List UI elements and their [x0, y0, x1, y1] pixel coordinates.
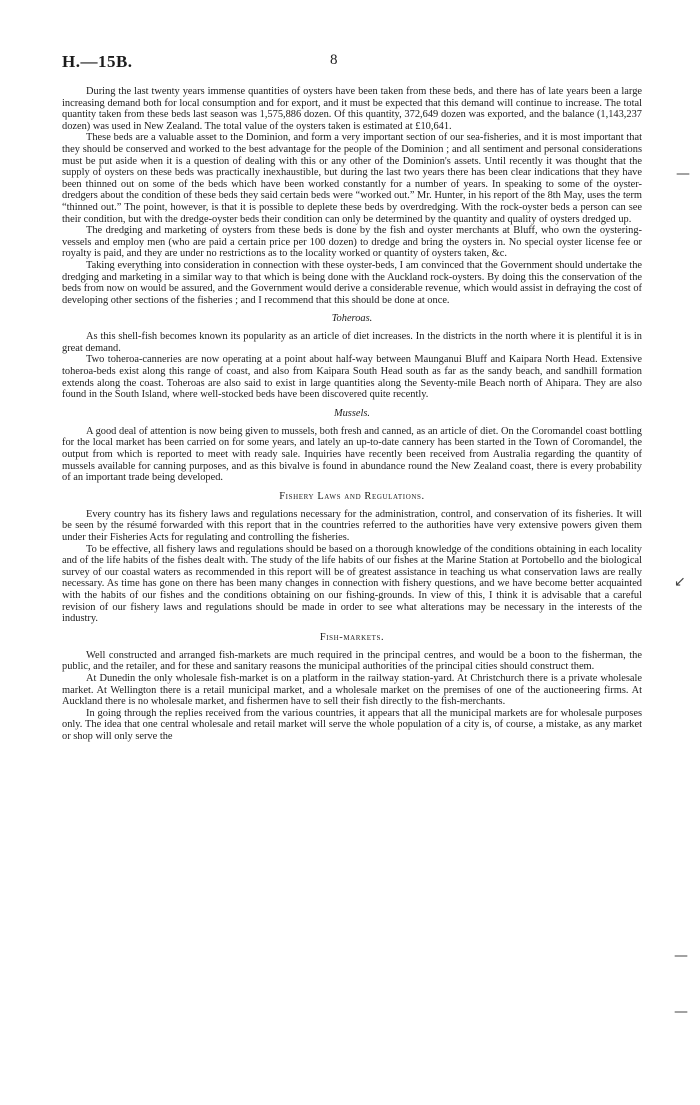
margin-mark-icon: —	[676, 166, 690, 182]
paragraph: At Dunedin the only wholesale fish-market is on a platform in the railway station-yard. At Christchurch there is a private wholesale market. At Wellington there is a retail municipal market, and a wholesale market on the premises of one of the auctioneering firms. At Auckland there is no wholesale market, and fishermen have to sell their fish directly to the fish-merchants.	[62, 672, 642, 708]
paragraph: Taking everything into consideration in connection with these oyster-beds, I am convinced that the Government should undertake the dredging and marketing in a similar way to that which is being done with the Auckland rock-oysters. By doing this the conservation of the beds from now on would be assured, and the Government would derive a considerable revenue, which would assist in defraying the cost of developing other sections of the fisheries ; and I recommend that this should be done at once.	[62, 259, 642, 306]
page-number: 8	[330, 52, 338, 68]
section-heading-fish-markets: Fish-markets.	[319, 631, 385, 643]
section-heading-toheroas: Toheroas.	[331, 313, 373, 325]
paragraph: Two toheroa-canneries are now operating at a point about half-way between Maunganui Bluff and Kaipara North Head. Extensive toheroa-beds exist along this range of coast, and also from Kaipara South Head south as far as the sandy beach, and sandhill formation extends along the coast. Toheroas are also said to exist in large quantities along the Seventy-mile Beach north of Ahipara. They are also found in the South Island, where well-stocked beds have been discovered quite recently.	[62, 354, 642, 401]
document-reference: H.—15B.	[62, 52, 133, 71]
section-heading-mussels: Mussels.	[333, 407, 371, 419]
section-heading-fishery-laws: Fishery Laws and Regulations.	[279, 490, 425, 502]
margin-mark-icon: ↙	[674, 574, 686, 590]
paragraph: Well constructed and arranged fish-markets are much required in the principal centres, and would be a boon to the fisherman, the public, and the retailer, and for these and sanitary reasons the municipal authorities of the principal cities should construct them.	[62, 649, 642, 673]
paragraph: To be effective, all fishery laws and regulations should be based on a thorough knowledge of the conditions obtaining in each locality and of the life habits of the fishes dealt with. The study of the life habits of our fishes at the Marine Station at Portobello and the biological survey of our coastal waters as recommended in this report will be of greatest assistance in teaching us what conservation laws are really necessary. As time has gone on there has been many changes in connection with fishery questions, and we have become better acquainted with the habits of our fishes and the conditions obtaining on our fishing-grounds. In view of this, I think it is advisable that a careful revision of our fishery laws and regulations should be made in order to see what alterations may be necessary in the interests of the industry.	[62, 543, 642, 625]
paragraph: As this shell-fish becomes known its popularity as an article of diet increases. In the districts in the north where it is plentiful it is in great demand.	[62, 331, 642, 354]
paragraph: Every country has its fishery laws and regulations necessary for the administration, control, and conservation of its fisheries. It will be seen by the résumé forwarded with this report that in the countries referred to the authorities have very extensive powers given them under their Fisheries Acts for regulating and controlling the fisheries.	[62, 508, 642, 543]
paragraph: These beds are a valuable asset to the Dominion, and form a very important section of our sea-fisheries, and it is most important that they should be conserved and worked to the best advantage for the people of the Dominion ; and all sentiment and personal considerations must be put aside when it is a question of dealing with this or any other of the Dominion's assets. Until recently it was thought that the supply of oysters on these beds was practically inexhaustible, but during the last two years there has been clear indications that they have been thinned out on some of the beds which have been worked constantly for a number of years. In speaking to some of the oyster-dredgers about the condition of these beds they said certain beds were “worked out.” Mr. Hunter, in his report of the 8th May, uses the term “thinned out.” The point, however, is that it is possible to deplete these beds by overdredging. With the rock-oyster beds a person can see their condition, but with the dredge-oyster beds their condition can only be determined by the quantity and quality of oysters dredged up.	[62, 132, 642, 225]
document-body	[62, 86, 642, 743]
paragraph: In going through the replies received from the various countries, it appears that all the municipal markets are for wholesale purposes only. The idea that one central wholesale and retail market will serve the whole population of a city is, of course, a mistake, as any market or shop will only serve the	[62, 707, 642, 742]
margin-mark-icon: —	[674, 948, 688, 964]
margin-mark-icon: —	[674, 1004, 688, 1020]
paragraph: The dredging and marketing of oysters from these beds is done by the fish and oyster merchants at Bluff, who own the oystering-vessels and employ men (who are paid a certain price per 100 dozen) to dredge and bring the oysters in. No special oyster license fee or royalty is paid, and they are under no restrictions as to the locality worked or quantity of oysters taken, &c.	[62, 225, 642, 260]
paragraph: During the last twenty years immense quantities of oysters have been taken from these beds, and there has of late years been a large increasing demand both for local consumption and for export, and it must be expected that this demand will continue to increase. The total quantity taken from these beds last season was 1,575,886 dozen. Of this quantity, 372,649 dozen was exported, and the balance (1,143,237 dozen) was used in New Zealand. The total value of the oysters taken is estimated at £10,641.	[62, 86, 642, 132]
paragraph: A good deal of attention is now being given to mussels, both fresh and canned, as an article of diet. On the Coromandel coast bottling for the local market has been carried on for some years, and lately an up-to-date cannery has been started in the Town of Coromandel, the output from which is reported to meet with ready sale. Inquiries have recently been received from Australia regarding the quantity of mussels available for canning purposes, and as this bivalve is found in abundance round the New Zealand coast, there is every probability of an important trade being developed.	[62, 425, 642, 484]
page-header	[62, 52, 642, 74]
